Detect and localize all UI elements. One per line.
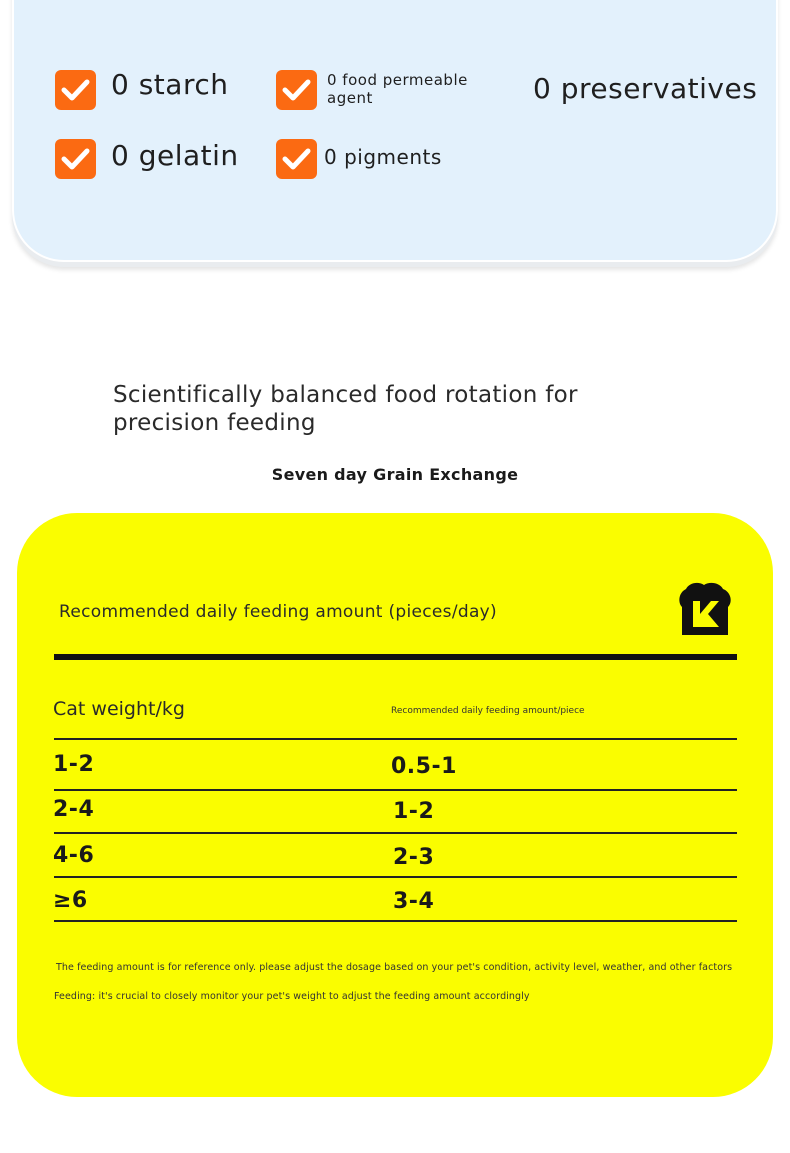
feature-pigments: 0 pigments [324,145,442,169]
headline: Scientifically balanced food rotation for precision feeding [113,382,578,436]
row-divider [54,876,737,878]
checkmark-icon [55,139,96,179]
table-cell-weight: 1-2 [53,752,95,777]
checkmark-icon [276,139,317,179]
feeding-note: Feeding: it's crucial to closely monitor your pet's weight to adjust the feeding amount accordingly [54,991,530,1002]
feeding-title: Recommended daily feeding amount (pieces/day) [59,602,497,622]
checkmark-icon [55,70,96,110]
checkmark-icon [276,70,317,110]
row-divider [54,920,737,922]
feature-preservatives: 0 preservatives [533,72,758,105]
column-header-amount: Recommended daily feeding amount/piece [391,706,585,716]
row-divider [54,738,737,740]
row-divider [54,832,737,834]
table-cell-weight: 2-4 [53,797,95,822]
brand-k-logo-icon [676,581,734,639]
features-card [12,0,778,262]
feeding-note: The feeding amount is for reference only. please adjust the dosage based on your pet's condition, activity level, weather, and other factors [56,962,733,973]
feature-permeable-agent: 0 food permeable agent [327,71,468,107]
header-divider [54,654,737,660]
feature-gelatin: 0 gelatin [111,139,239,172]
row-divider [54,789,737,791]
table-cell-amount: 1-2 [393,799,435,824]
subheadline: Seven day Grain Exchange [271,465,519,484]
table-cell-amount: 3-4 [393,889,435,914]
table-cell-weight: ≥6 [53,888,88,913]
table-cell-amount: 2-3 [393,845,435,870]
table-cell-amount: 0.5-1 [391,754,457,779]
column-header-weight: Cat weight/kg [53,698,185,720]
feature-starch: 0 starch [111,68,229,101]
table-cell-weight: 4-6 [53,843,95,868]
